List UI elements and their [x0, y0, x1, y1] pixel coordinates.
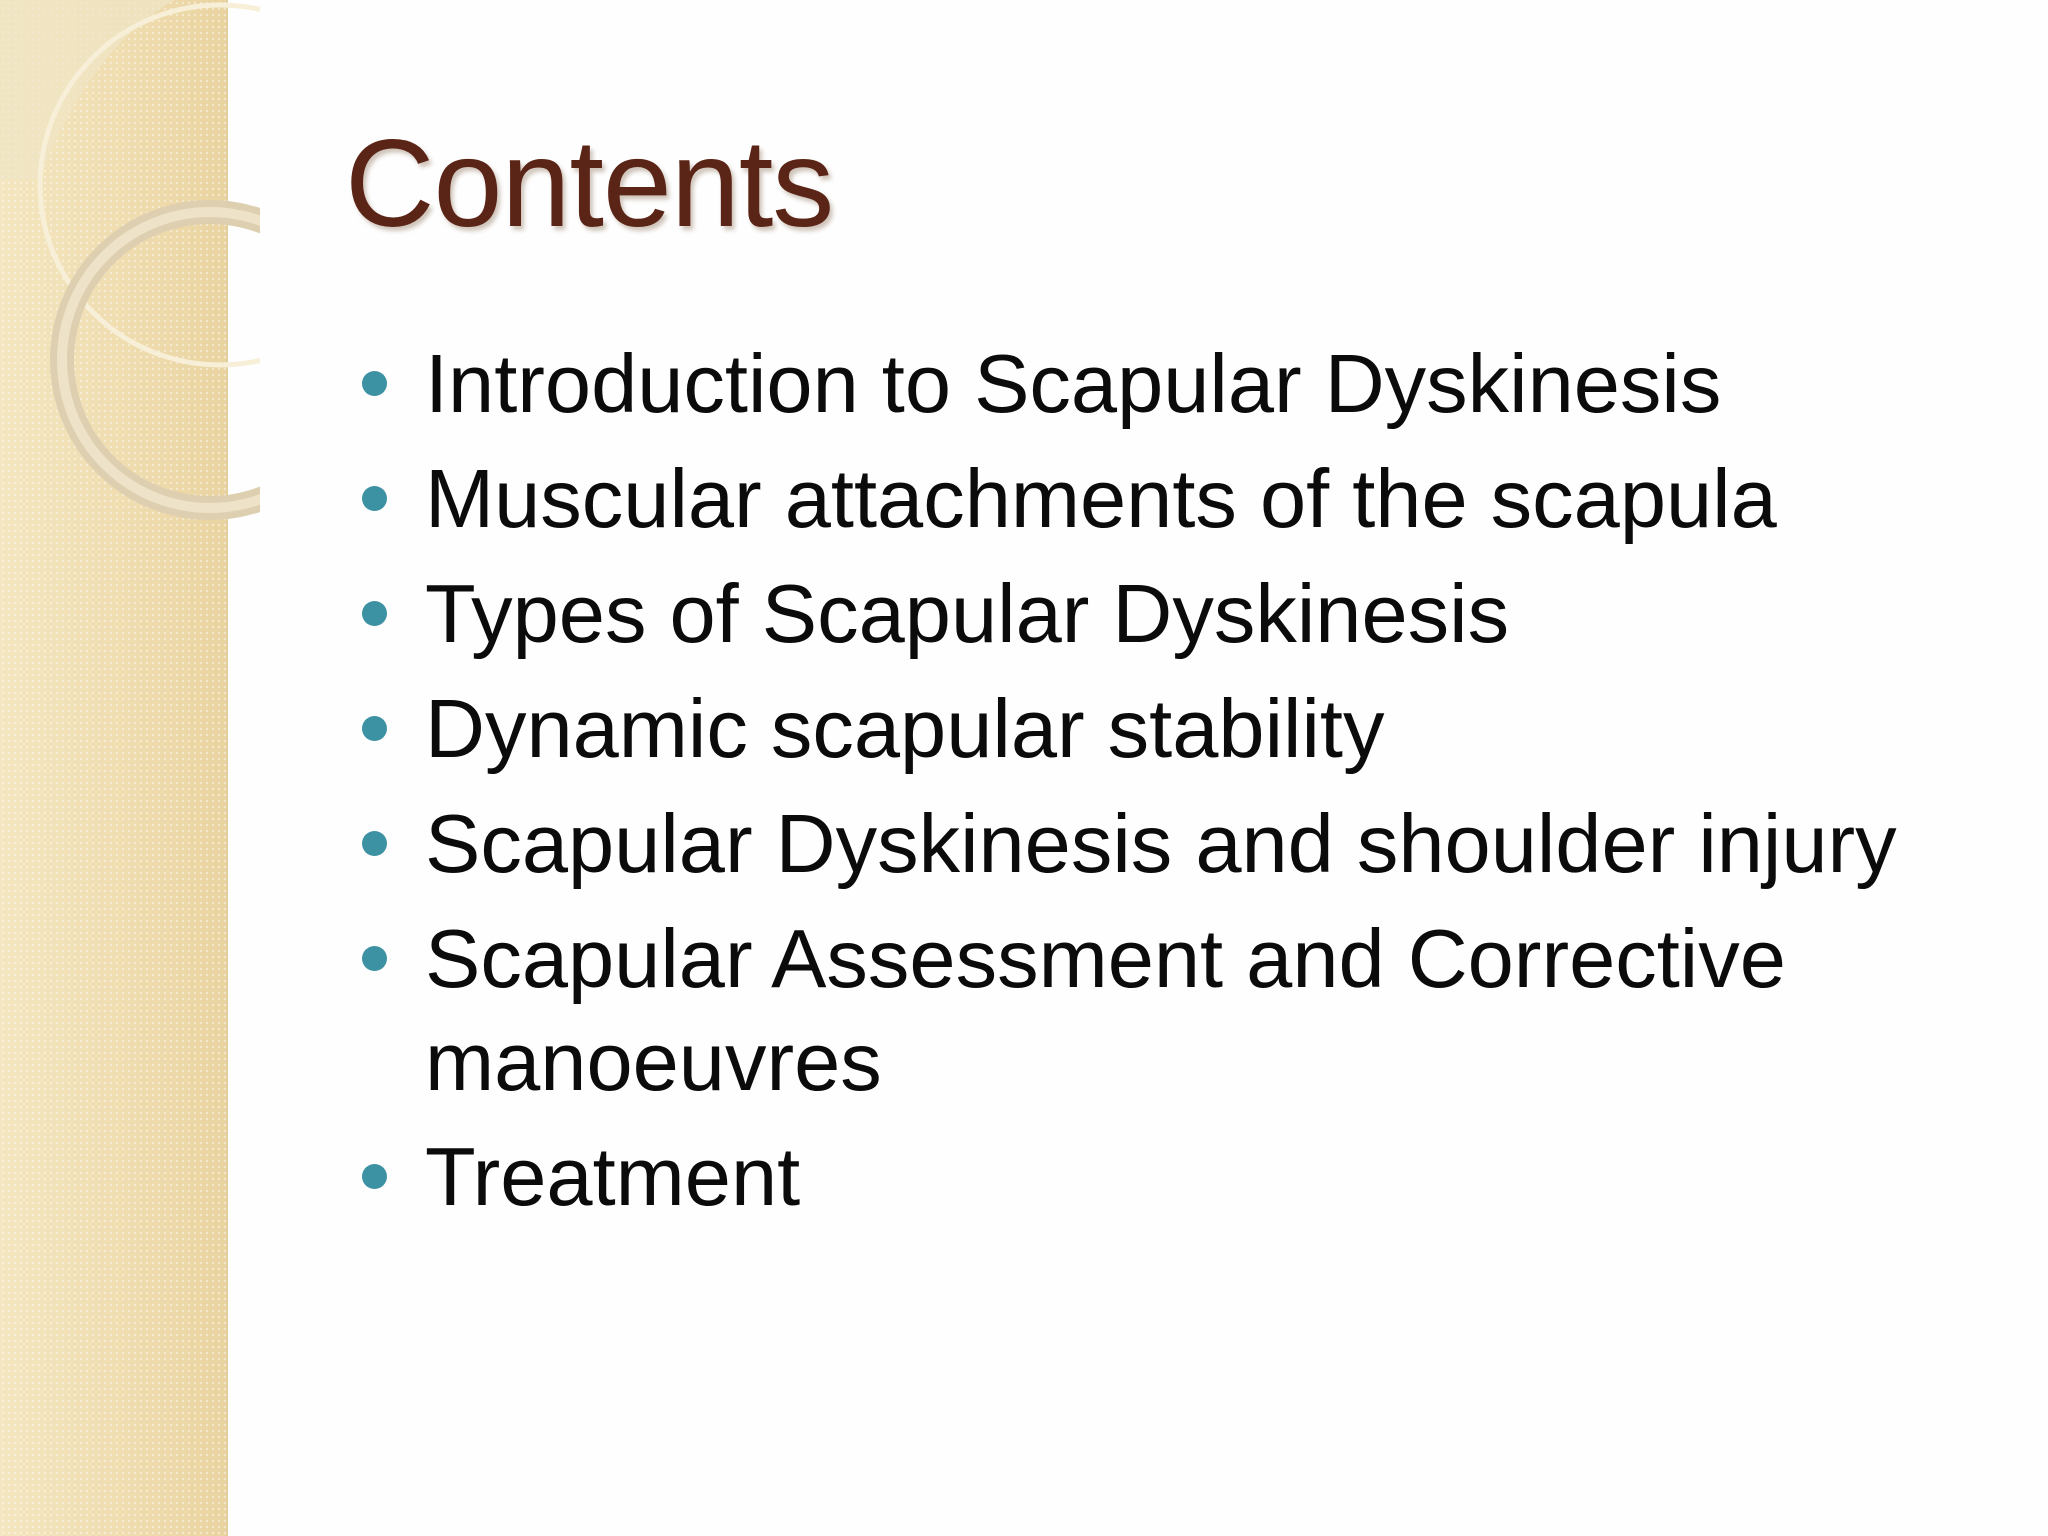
contents-item-text: Dynamic scapular stability [425, 682, 1385, 775]
contents-item-text: Muscular attachments of the scapula [425, 452, 1777, 545]
contents-item [362, 907, 2002, 1113]
bullet-icon [362, 601, 387, 626]
contents-item-text: Scapular Dyskinesis and shoulder injury [425, 797, 1897, 890]
decorative-circles [0, 0, 260, 520]
contents-item [362, 332, 2002, 435]
bullet-icon [362, 716, 387, 741]
contents-item [362, 562, 2002, 665]
contents-item-text: Scapular Assessment and Corrective manoeuvres [425, 912, 1786, 1108]
contents-item [362, 677, 2002, 780]
bullet-icon [362, 486, 387, 511]
contents-item [362, 1125, 2002, 1228]
bullet-icon [362, 371, 387, 396]
bullet-icon [362, 831, 387, 856]
contents-item-text: Treatment [425, 1130, 801, 1223]
contents-item-text: Introduction to Scapular Dyskinesis [425, 337, 1722, 430]
contents-item [362, 792, 2002, 895]
bullet-icon [362, 946, 387, 971]
contents-item [362, 447, 2002, 550]
contents-item-text: Types of Scapular Dyskinesis [425, 567, 1510, 660]
contents-list [362, 332, 2002, 1240]
slide-title: Contents [345, 115, 834, 253]
bullet-icon [362, 1164, 387, 1189]
